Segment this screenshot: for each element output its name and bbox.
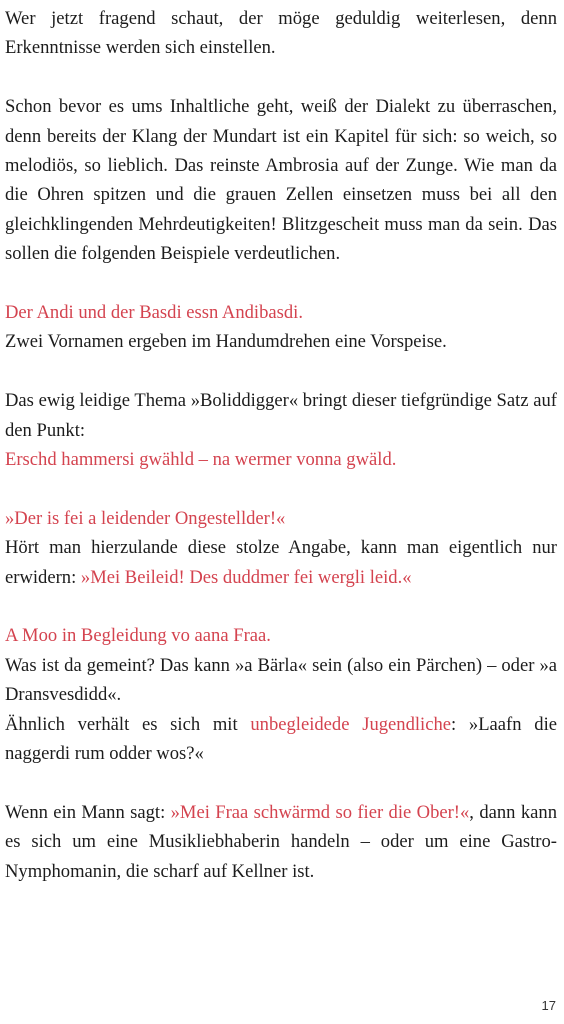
example-explanation: Hört man hierzulande diese stolze Angabe, kann man eigentlich nur erwidern: <box>5 537 557 588</box>
dialect-quote: »Mei Fraa schwärmd so fier die Ober!« <box>170 801 470 823</box>
example-explanation-b: , dann kann es sich um eine Musikliebhaberin handeln – oder um eine Gastro-Nymphomanin, die scharf auf Kellner ist. <box>5 801 557 882</box>
example-ongestellder <box>5 504 557 592</box>
dialect-phrase: Der Andi und der Basdi essn Andibasdi. <box>5 302 303 324</box>
example-explanation: Das ewig leidige Thema »Boliddigger« bringt dieser tiefgründige Satz auf den Punkt: <box>5 390 557 441</box>
example-explanation-2a: Ähnlich verhält es sich mit <box>5 713 251 735</box>
dialect-phrase: A Moo in Begleidung vo aana Fraa. <box>5 625 271 647</box>
paragraph-dialect-sound: Schon bevor es ums Inhaltliche geht, weiß der Dialekt zu überraschen, denn bereits der Klang der Mundart ist ein Kapitel für sich: so weich, so melodiös, so lieblich. Das reinste Ambrosia auf der Zunge. Wie man da die Ohren spitzen und die grauen Zellen einsetzen muss bei all den gleichklingenden Mehrdeutigkeiten! Blitzgescheit muss man da sein. Das sollen die folgenden Beispiele verdeutlichen. <box>5 96 557 265</box>
dialect-phrase: Erschd hammersi gwähld – na wermer vonna gwäld. <box>5 449 397 471</box>
page-body <box>5 4 557 915</box>
example-explanation-2b: : »Laafn die naggerdi rum odder wos?« <box>5 713 557 765</box>
example-boliddigger <box>5 386 557 474</box>
example-andibasdi <box>5 298 557 357</box>
page-number: 17 <box>541 998 556 1013</box>
example-explanation: Zwei Vornamen ergeben im Handumdrehen eine Vorspeise. <box>5 331 447 353</box>
dialect-phrase-inline: unbegleidede Jugendliche <box>250 713 452 735</box>
example-ober <box>5 798 557 886</box>
example-explanation: Was ist da gemeint? Das kann »a Bärla« sein (also ein Pärchen) – oder »a Dransvesdidd«. <box>5 654 557 706</box>
dialect-reply: »Mei Beileid! Des duddmer fei wergli leid.« <box>80 566 412 588</box>
example-moo <box>5 621 557 768</box>
dialect-phrase: »Der is fei a leidender Ongestellder!« <box>5 507 286 529</box>
paragraph-intro: Wer jetzt fragend schaut, der möge geduldig weiterlesen, denn Erkenntnisse werden sich einstellen. <box>5 8 557 59</box>
example-explanation-a: Wenn ein Mann sagt: <box>5 801 171 823</box>
